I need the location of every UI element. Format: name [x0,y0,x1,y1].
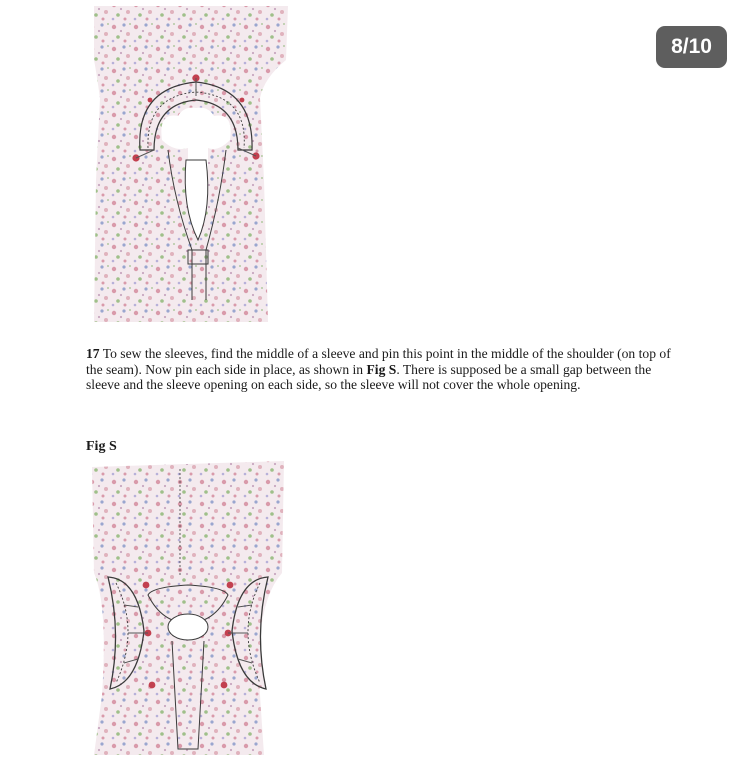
bodice-sleeve-illustration-fig-s [88,455,293,760]
step-number: 17 [86,346,100,361]
figure-reference: Fig S [366,361,397,377]
instruction-paragraph [86,346,686,393]
neck-opening-bottom [168,614,208,640]
paragraph-text-part2: . There is supposed be a small gap between the sleeve and the sleeve opening on each side, so the sleeve will not cover the whole opening. [86,361,652,393]
paragraph-text-part1: To sew the sleeves, find the middle of a sleeve and pin this point in the middle of the shoulder (on top of the seam). Now pin each side in place, as shown in [86,346,671,377]
page-counter-badge: 8/10 [656,26,727,68]
bodice-sleeve-illustration-top [88,0,303,330]
figure-caption: Fig S [86,439,117,454]
